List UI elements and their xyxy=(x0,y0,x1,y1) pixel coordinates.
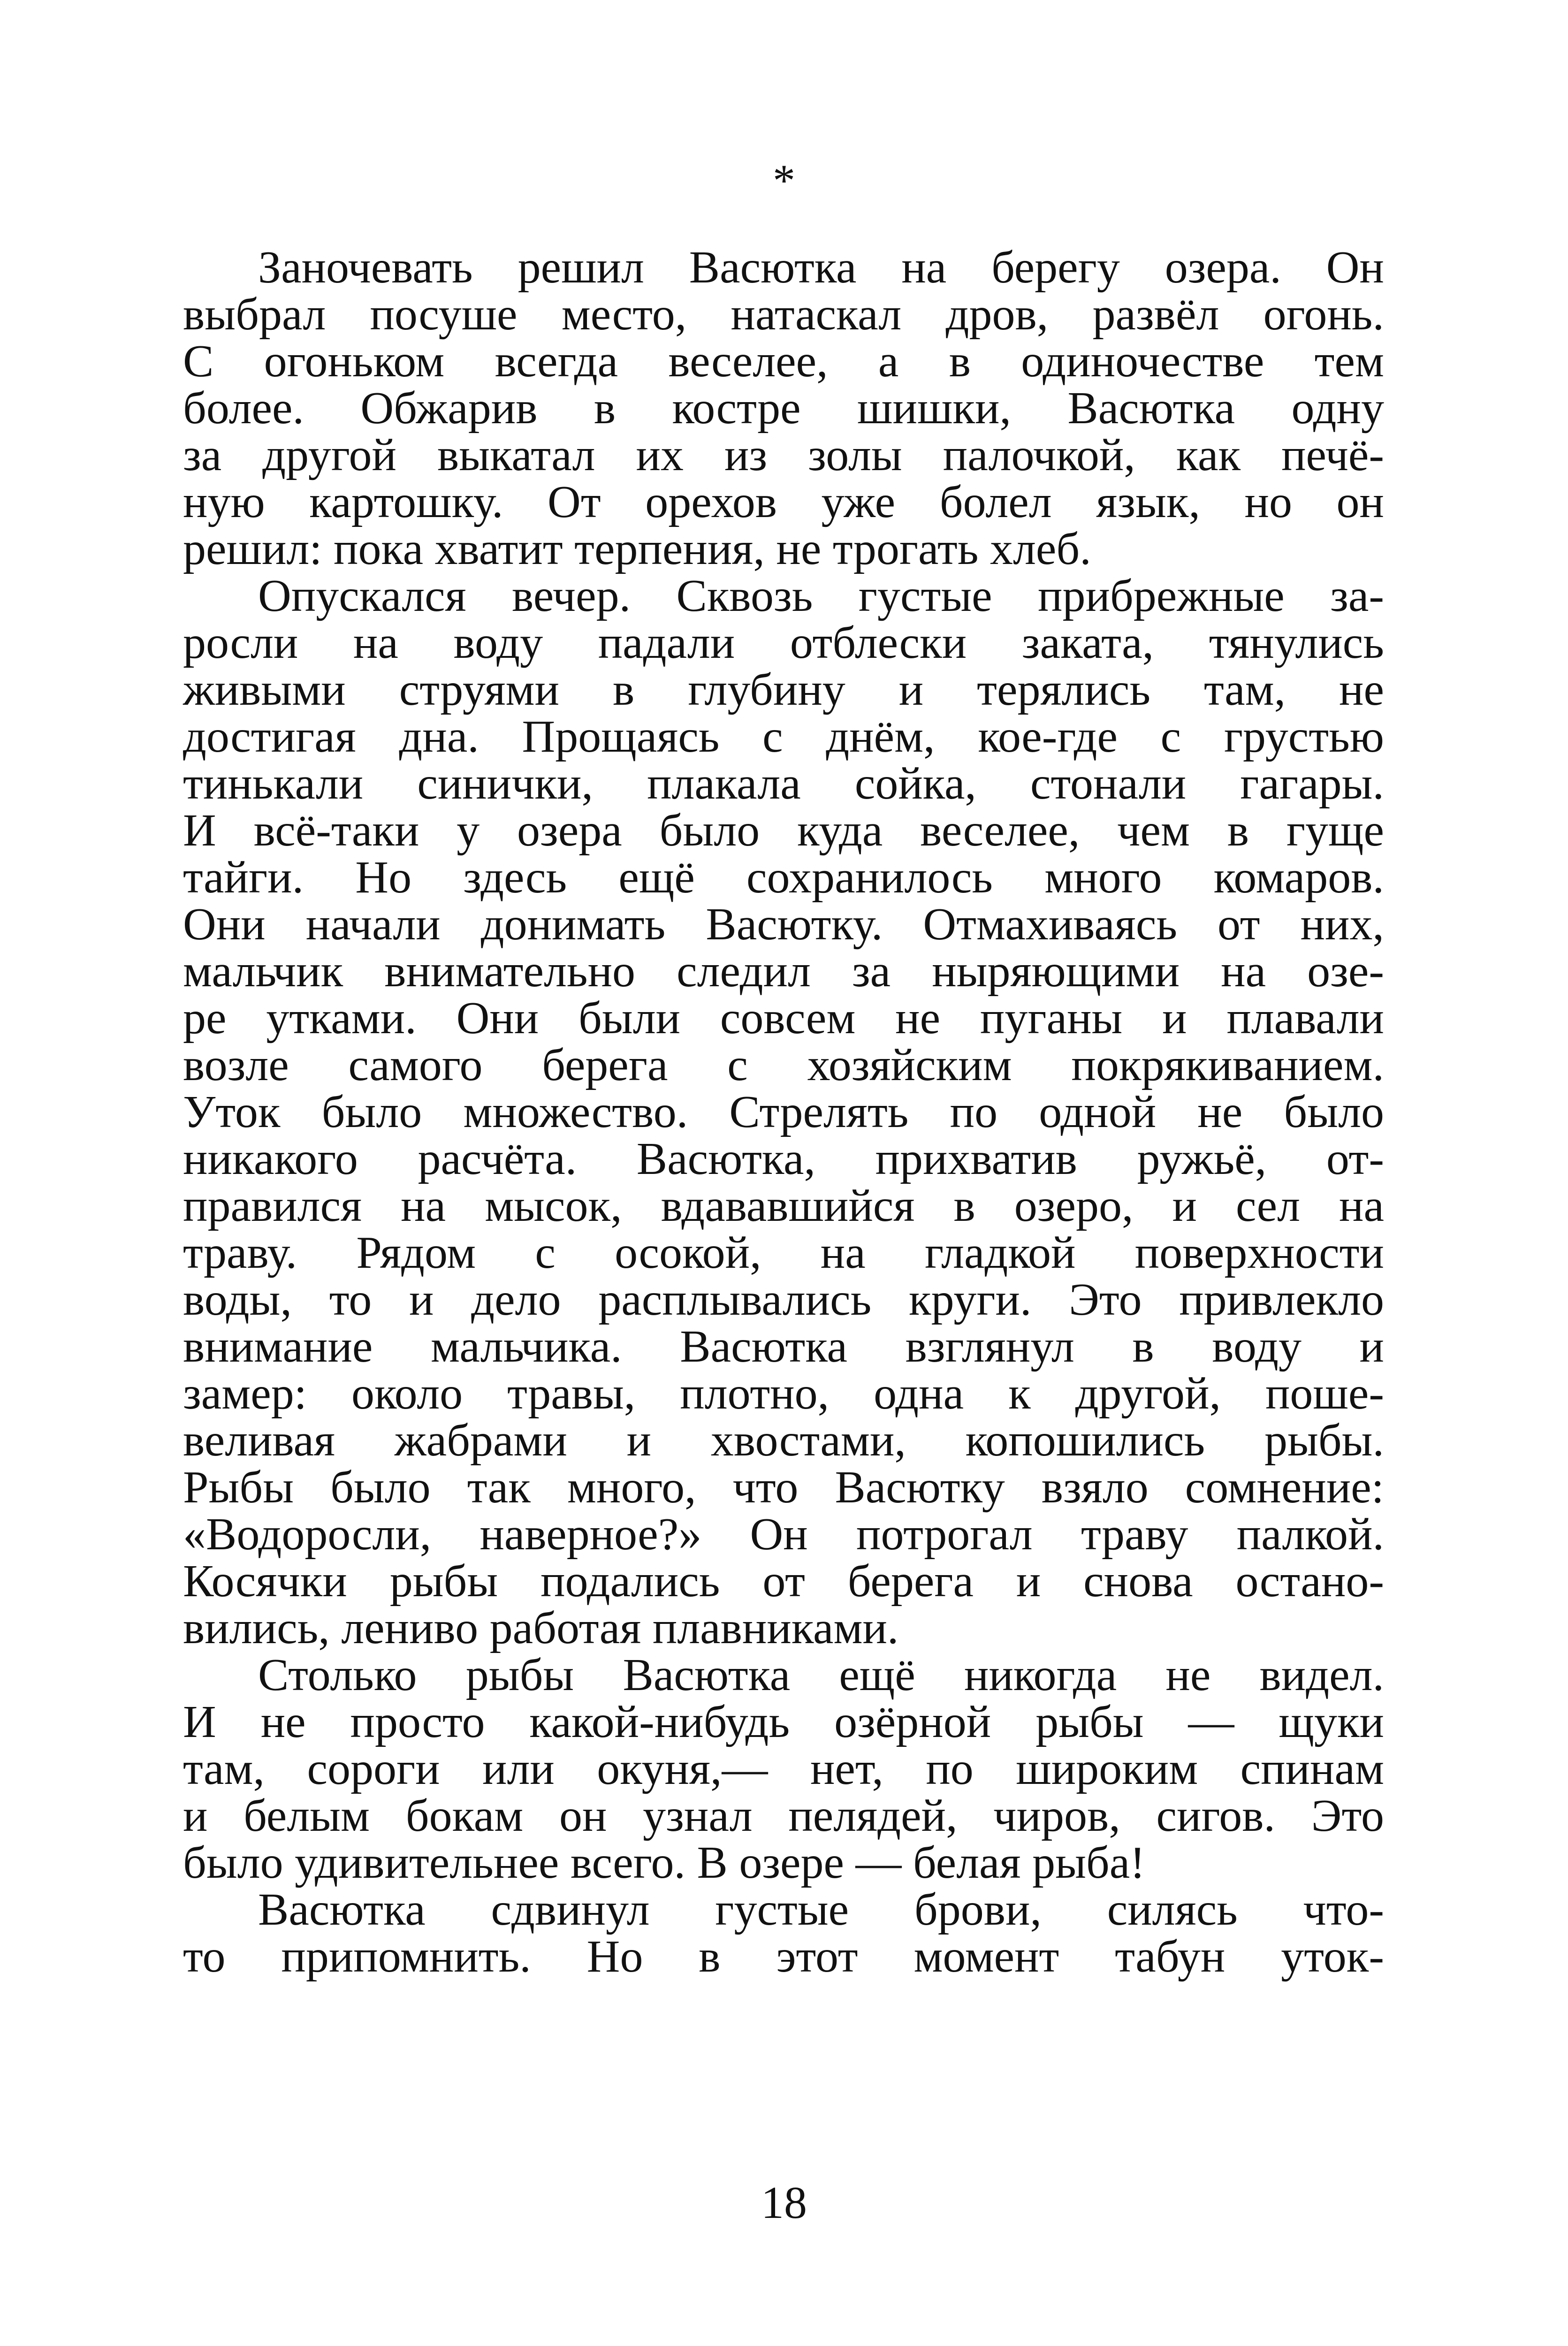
text-line: замер: около травы, плотно, одна к другой, поше- xyxy=(183,1368,1384,1419)
text-line: С огоньком всегда веселее, а в одиночестве тем xyxy=(183,336,1384,387)
text-line: росли на воду падали отблески заката, тянулись xyxy=(183,617,1384,668)
text-line: Рыбы было так много, что Васютку взяло сомнение: xyxy=(183,1462,1384,1513)
text-line: решил: пока хватит терпения, не трогать хлеб. xyxy=(183,524,1091,574)
text-line: тинькали синички, плакала сойка, стонали гагары. xyxy=(183,758,1384,809)
page-number: 18 xyxy=(761,2178,807,2228)
text-line: было удивительнее всего. В озере — белая рыба! xyxy=(183,1837,1145,1888)
text-line: И не просто какой-нибудь озёрной рыбы — щуки xyxy=(183,1697,1384,1747)
text-line: и белым бокам он узнал пелядей, чиров, сигов. Это xyxy=(183,1790,1384,1841)
text-line: за другой выкатал их из золы палочкой, как печё- xyxy=(183,430,1384,480)
text-line: тайги. Но здесь ещё сохранилось много комаров. xyxy=(183,852,1384,903)
text-line: Васютка сдвинул густые брови, силясь что- xyxy=(258,1884,1384,1935)
text-line: возле самого берега с хозяйским покрякиванием. xyxy=(183,1040,1384,1090)
text-line: Столько рыбы Васютка ещё никогда не видел. xyxy=(258,1650,1384,1700)
text-line: правился на мысок, вдававшийся в озеро, и сел на xyxy=(183,1181,1384,1231)
text-line: внимание мальчика. Васютка взглянул в воду и xyxy=(183,1321,1384,1372)
text-line: достигая дна. Прощаясь с днём, кое-где с грустью xyxy=(183,711,1384,762)
text-line: И всё-таки у озера было куда веселее, чем в гуще xyxy=(183,805,1384,856)
text-line: «Водоросли, наверное?» Он потрогал траву палкой. xyxy=(183,1509,1384,1560)
text-line: Опускался вечер. Сквозь густые прибрежные за- xyxy=(258,571,1384,621)
text-line: веливая жабрами и хвостами, копошились рыбы. xyxy=(183,1415,1384,1466)
text-line: живыми струями в глубину и терялись там, не xyxy=(183,664,1384,715)
text-line: никакого расчёта. Васютка, прихватив ружьё, от- xyxy=(183,1134,1384,1184)
body-text xyxy=(183,244,1384,1980)
text-line: воды, то и дело расплывались круги. Это привлекло xyxy=(183,1274,1384,1325)
text-line: Уток было множество. Стрелять по одной не было xyxy=(183,1087,1384,1137)
text-line: мальчик внимательно следил за ныряющими на озе- xyxy=(183,946,1384,997)
text-line: выбрал посуше место, натаскал дров, развёл огонь. xyxy=(183,289,1384,340)
text-line: ную картошку. От орехов уже болел язык, но он xyxy=(183,477,1384,527)
text-line: ре утками. Они были совсем не пуганы и плавали xyxy=(183,993,1384,1044)
section-separator: * xyxy=(773,155,795,206)
text-line: то припомнить. Но в этот момент табун уток- xyxy=(183,1931,1384,1982)
text-line: Косячки рыбы подались от берега и снова остано- xyxy=(183,1556,1384,1607)
text-line: Они начали донимать Васютку. Отмахиваясь от них, xyxy=(183,899,1384,950)
text-line: там, сороги или окуня,— нет, по широким спинам xyxy=(183,1744,1384,1794)
text-line: вились, лениво работая плавниками. xyxy=(183,1603,899,1653)
text-line: более. Обжарив в костре шишки, Васютка одну xyxy=(183,383,1384,434)
text-line: Заночевать решил Васютка на берегу озера. Он xyxy=(258,242,1384,293)
text-line: траву. Рядом с осокой, на гладкой поверхности xyxy=(183,1227,1384,1278)
